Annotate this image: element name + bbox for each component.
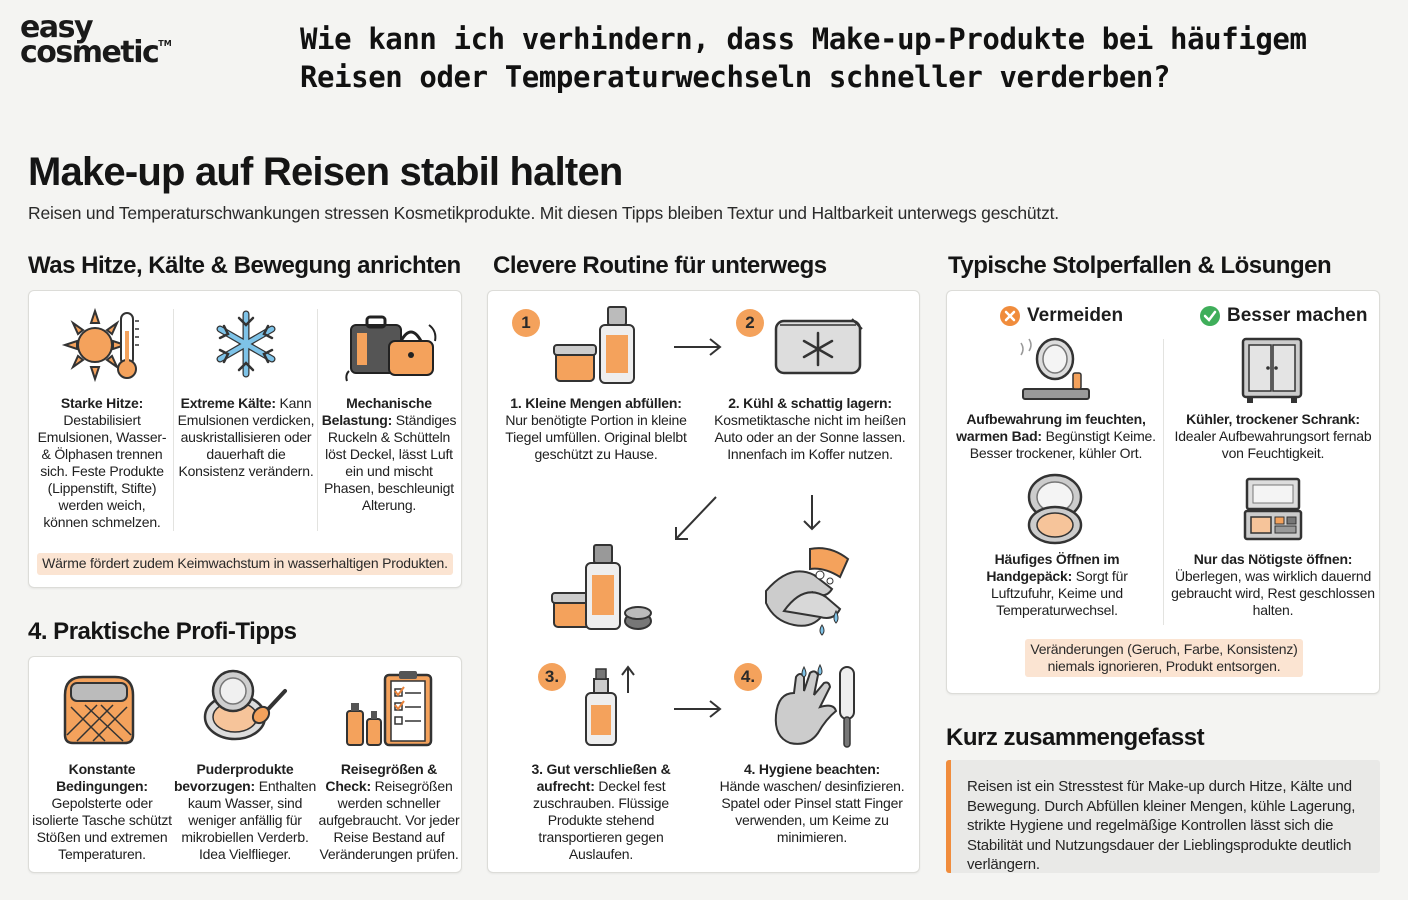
effects-heading: Was Hitze, Kälte & Bewegung anrichten bbox=[28, 252, 461, 279]
cabinet-icon bbox=[1239, 335, 1305, 405]
avoid-2-text: Häufiges Öffnen im Handgepäck: Sorgt für Luftzufuhr, Keime und Temperaturwechsel. bbox=[986, 551, 1128, 618]
divider bbox=[317, 309, 318, 531]
pitfalls-card bbox=[946, 290, 1380, 694]
arrow-right-icon bbox=[672, 335, 724, 359]
avoid-header bbox=[999, 305, 1123, 327]
effects-note: Wärme fördert zudem Keimwachstum in wasserhaltigen Produkten. bbox=[37, 553, 453, 575]
bathroom-mirror-icon bbox=[1017, 335, 1093, 405]
hand-wash-icon bbox=[760, 541, 864, 637]
step-2-text: 2. Kühl & schattig lagern: Kosmetiktasche nicht im heißen Auto oder an der Sonne lassen. Innenfach im Koffer nutzen. bbox=[714, 395, 906, 462]
avoid-label: Vermeiden bbox=[1027, 305, 1124, 326]
checklist-clipboard-icon bbox=[345, 669, 441, 749]
brand-trademark: TM bbox=[158, 38, 172, 48]
pitfalls-heading: Typische Stolperfallen & Lösungen bbox=[948, 252, 1332, 279]
brand-line-2: cosmetic bbox=[20, 34, 159, 70]
cooling-bag-icon bbox=[772, 315, 864, 377]
tip-constant-text: Konstante Bedingungen: Gepolsterte oder isolierte Tasche schützt Stößen und extremen Temperaturen. bbox=[32, 761, 172, 862]
question-heading: Wie kann ich verhindern, dass Make-up-Produkte bei häufigem Reisen oder Temperaturwechseln schneller verderben? bbox=[300, 22, 1307, 94]
luggage-icon bbox=[345, 311, 445, 383]
spray-bottle-upright-icon bbox=[580, 663, 638, 749]
step-3-text: 3. Gut verschließen & aufrecht: Deckel fest zuschrauben. Flüssige Produkte stehend transportieren gegen Auslaufen. bbox=[531, 761, 671, 862]
step-4-badge: 4. bbox=[734, 663, 762, 691]
effect-cold-text: Extreme Kälte: Kann Emulsionen verdicken, auskristallisieren oder dauerhaft die Konsistenz verändern. bbox=[177, 395, 315, 479]
summary-box: Reisen ist ein Stresstest für Make-up durch Hitze, Kälte und Bewegung. Durch Abfüllen kleiner Mengen, kühle Lagerung, strikte Hygiene und regelmäßige Kontrollen lässt sich die Stabilität und Nutzungsdauer der Lieblingsprodukte deutlich verlängern. bbox=[946, 760, 1380, 873]
page-title: Make-up auf Reisen stabil halten bbox=[28, 150, 623, 194]
tips-heading: 4. Praktische Profi-Tipps bbox=[28, 618, 297, 645]
padded-bag-icon bbox=[59, 669, 139, 747]
effects-card bbox=[28, 290, 462, 588]
brand-logo bbox=[20, 10, 190, 70]
better-label: Besser machen bbox=[1227, 305, 1368, 326]
step-2-badge: 2 bbox=[736, 309, 764, 337]
arrow-down-left-icon bbox=[670, 493, 720, 545]
effect-motion-text: Mechanische Belastung: Ständiges Ruckeln & Schütteln löst Deckel, lässt Luft ein und mischt Phasen, beschleunigt Alterung. bbox=[321, 395, 457, 513]
divider bbox=[1163, 339, 1164, 625]
sun-thermometer-icon bbox=[59, 305, 143, 385]
step-1-text: 1. Kleine Mengen abfüllen: Nur benötigte Portion in kleine Tiegel umfüllen. Original blelbt geschützt zu Hause. bbox=[505, 395, 687, 462]
check-circle-icon bbox=[1199, 305, 1221, 327]
open-compact-icon bbox=[1023, 473, 1087, 547]
pitfalls-note: Veränderungen (Geruch, Farbe, Konsistenz) niemals ignorieren, Produkt entsorgen. bbox=[1025, 639, 1303, 677]
tips-card bbox=[28, 656, 462, 873]
page-subtitle: Reisen und Temperaturschwankungen stressen Kosmetikprodukte. Mit diesen Tipps bleiben Textur und Haltbarkeit unterwegs geschützt. bbox=[28, 203, 1059, 223]
divider bbox=[173, 309, 174, 531]
bottle-jars-icon bbox=[552, 301, 642, 387]
effect-heat-text: Starke Hitze: Destabilisiert Emulsionen, Wasser- & Ölphasen trennen sich. Feste Produkte (Lippenstift, Stifte) werden weich, können schmelzen. bbox=[37, 395, 167, 530]
better-2-text: Nur das Nötigste öffnen: Überlegen, was wirklich dauernd gebraucht wird, Rest geschlossen halten. bbox=[1171, 551, 1375, 618]
routine-heading: Clevere Routine für unterwegs bbox=[493, 252, 827, 279]
snowflake-icon bbox=[213, 309, 279, 379]
powder-compact-icon bbox=[201, 667, 291, 747]
step-1-badge: 1 bbox=[512, 309, 540, 337]
better-header bbox=[1199, 305, 1367, 327]
brand-line-1: easy bbox=[20, 10, 93, 45]
hygiene-hand-spatula-icon bbox=[770, 663, 866, 751]
tip-powder-text: Puderprodukte bevorzugen: Enthalten kaum Wasser, sind weniger anfällig für mikrobiellen Verderb. Idea Vielflieger. bbox=[173, 761, 317, 862]
routine-card bbox=[487, 290, 920, 873]
step-3-badge: 3. bbox=[538, 663, 566, 691]
better-1-text: Kühler, trockener Schrank: Idealer Aufbewahrungsort fernab von Feuchtigkeit. bbox=[1174, 411, 1372, 461]
tip-travelsize-text: Reisegrößen & Check: Reisegrößen werden schneller aufgebraucht. Vor jeder Reise Bestand auf Veränderungen prüfen. bbox=[318, 761, 460, 862]
x-circle-icon bbox=[999, 305, 1021, 327]
avoid-1-text: Aufbewahrung im feuchten, warmen Bad: Begünstigt Keime. Besser trockener, kühler Ort. bbox=[956, 411, 1156, 461]
summary-heading: Kurz zusammengefasst bbox=[946, 724, 1205, 751]
bottles-group-icon bbox=[548, 541, 658, 633]
arrow-down-icon bbox=[800, 493, 824, 533]
step-4-text: 4. Hygiene beachten: Hände waschen/ desinfizieren. Spatel oder Pinsel statt Finger verwenden, um Keime zu minimieren. bbox=[719, 761, 905, 845]
eyeshadow-palette-icon bbox=[1241, 477, 1305, 543]
arrow-right-icon bbox=[672, 697, 724, 721]
